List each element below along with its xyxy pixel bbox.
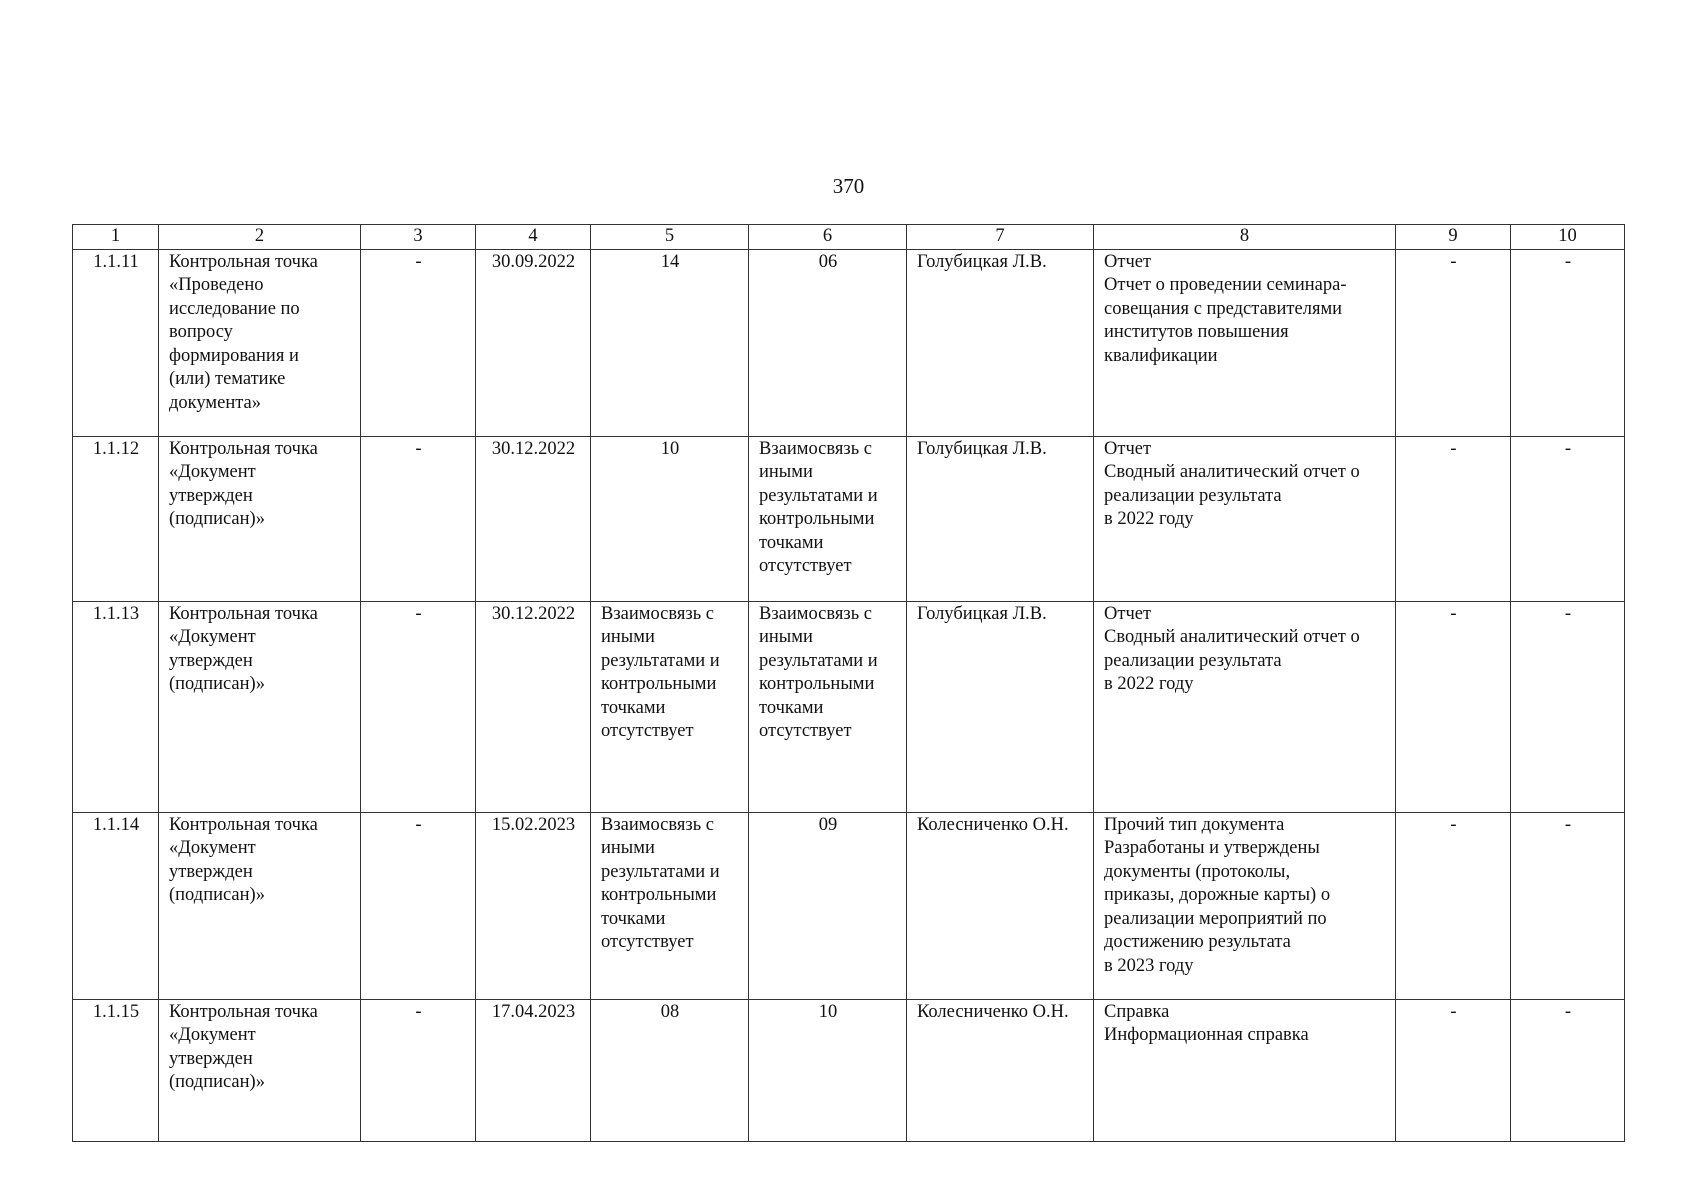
control-point-title: Контрольная точка «Документ утвержден (подписан)» — [159, 812, 361, 999]
table-row — [73, 812, 1625, 999]
cell-col3: - — [361, 601, 476, 812]
row-number: 1.1.13 — [73, 601, 159, 812]
column-header: 8 — [1094, 225, 1396, 250]
column-header: 2 — [159, 225, 361, 250]
cell-col10: - — [1511, 999, 1625, 1141]
cell-col6: 10 — [749, 999, 907, 1141]
deadline-date: 30.12.2022 — [476, 436, 591, 601]
table-row — [73, 249, 1625, 436]
cell-col3: - — [361, 812, 476, 999]
column-header: 10 — [1511, 225, 1625, 250]
cell-col6: Взаимосвязь с иными результатами и контрольными точками отсутствует — [749, 601, 907, 812]
cell-col3: - — [361, 999, 476, 1141]
cell-col9: - — [1396, 249, 1511, 436]
cell-col5: 14 — [591, 249, 749, 436]
control-point-title: Контрольная точка «Документ утвержден (подписан)» — [159, 436, 361, 601]
cell-col9: - — [1396, 601, 1511, 812]
responsible-person: Колесниченко О.Н. — [907, 812, 1094, 999]
document-description: Отчет Сводный аналитический отчет о реализации результата в 2022 году — [1094, 601, 1396, 812]
column-header: 7 — [907, 225, 1094, 250]
document-description: Отчет Сводный аналитический отчет о реализации результата в 2022 году — [1094, 436, 1396, 601]
deadline-date: 30.12.2022 — [476, 601, 591, 812]
table-row — [73, 999, 1625, 1141]
responsible-person: Голубицкая Л.В. — [907, 436, 1094, 601]
document-description: Отчет Отчет о проведении семинара- совещания с представителями институтов повышения квалификации — [1094, 249, 1396, 436]
row-number: 1.1.11 — [73, 249, 159, 436]
row-number: 1.1.12 — [73, 436, 159, 601]
cell-col3: - — [361, 436, 476, 601]
cell-col10: - — [1511, 436, 1625, 601]
cell-col5: Взаимосвязь с иными результатами и контрольными точками отсутствует — [591, 601, 749, 812]
column-header: 9 — [1396, 225, 1511, 250]
column-header: 1 — [73, 225, 159, 250]
deadline-date: 30.09.2022 — [476, 249, 591, 436]
cell-col6: Взаимосвязь с иными результатами и контрольными точками отсутствует — [749, 436, 907, 601]
responsible-person: Голубицкая Л.В. — [907, 249, 1094, 436]
document-description: Прочий тип документа Разработаны и утверждены документы (протоколы, приказы, дорожные карты) о реализации мероприятий по достижению результата в 2023 году — [1094, 812, 1396, 999]
deadline-date: 15.02.2023 — [476, 812, 591, 999]
cell-col10: - — [1511, 601, 1625, 812]
column-number-row — [73, 225, 1625, 250]
control-point-title: Контрольная точка «Документ утвержден (подписан)» — [159, 999, 361, 1141]
document-description: Справка Информационная справка — [1094, 999, 1396, 1141]
row-number: 1.1.15 — [73, 999, 159, 1141]
table-row — [73, 601, 1625, 812]
deadline-date: 17.04.2023 — [476, 999, 591, 1141]
cell-col9: - — [1396, 999, 1511, 1141]
control-point-title: Контрольная точка «Проведено исследование по вопросу формирования и (или) тематике документа» — [159, 249, 361, 436]
column-header: 4 — [476, 225, 591, 250]
column-header: 5 — [591, 225, 749, 250]
column-header: 3 — [361, 225, 476, 250]
table-row — [73, 436, 1625, 601]
cell-col5: 10 — [591, 436, 749, 601]
cell-col10: - — [1511, 249, 1625, 436]
column-header: 6 — [749, 225, 907, 250]
cell-col6: 09 — [749, 812, 907, 999]
cell-col9: - — [1396, 436, 1511, 601]
cell-col10: - — [1511, 812, 1625, 999]
cell-col5: 08 — [591, 999, 749, 1141]
cell-col3: - — [361, 249, 476, 436]
responsible-person: Голубицкая Л.В. — [907, 601, 1094, 812]
row-number: 1.1.14 — [73, 812, 159, 999]
control-point-title: Контрольная точка «Документ утвержден (подписан)» — [159, 601, 361, 812]
cell-col9: - — [1396, 812, 1511, 999]
cell-col5: Взаимосвязь с иными результатами и контрольными точками отсутствует — [591, 812, 749, 999]
cell-col6: 06 — [749, 249, 907, 436]
control-points-table — [72, 224, 1625, 1142]
page-number: 370 — [832, 174, 865, 198]
responsible-person: Колесниченко О.Н. — [907, 999, 1094, 1141]
